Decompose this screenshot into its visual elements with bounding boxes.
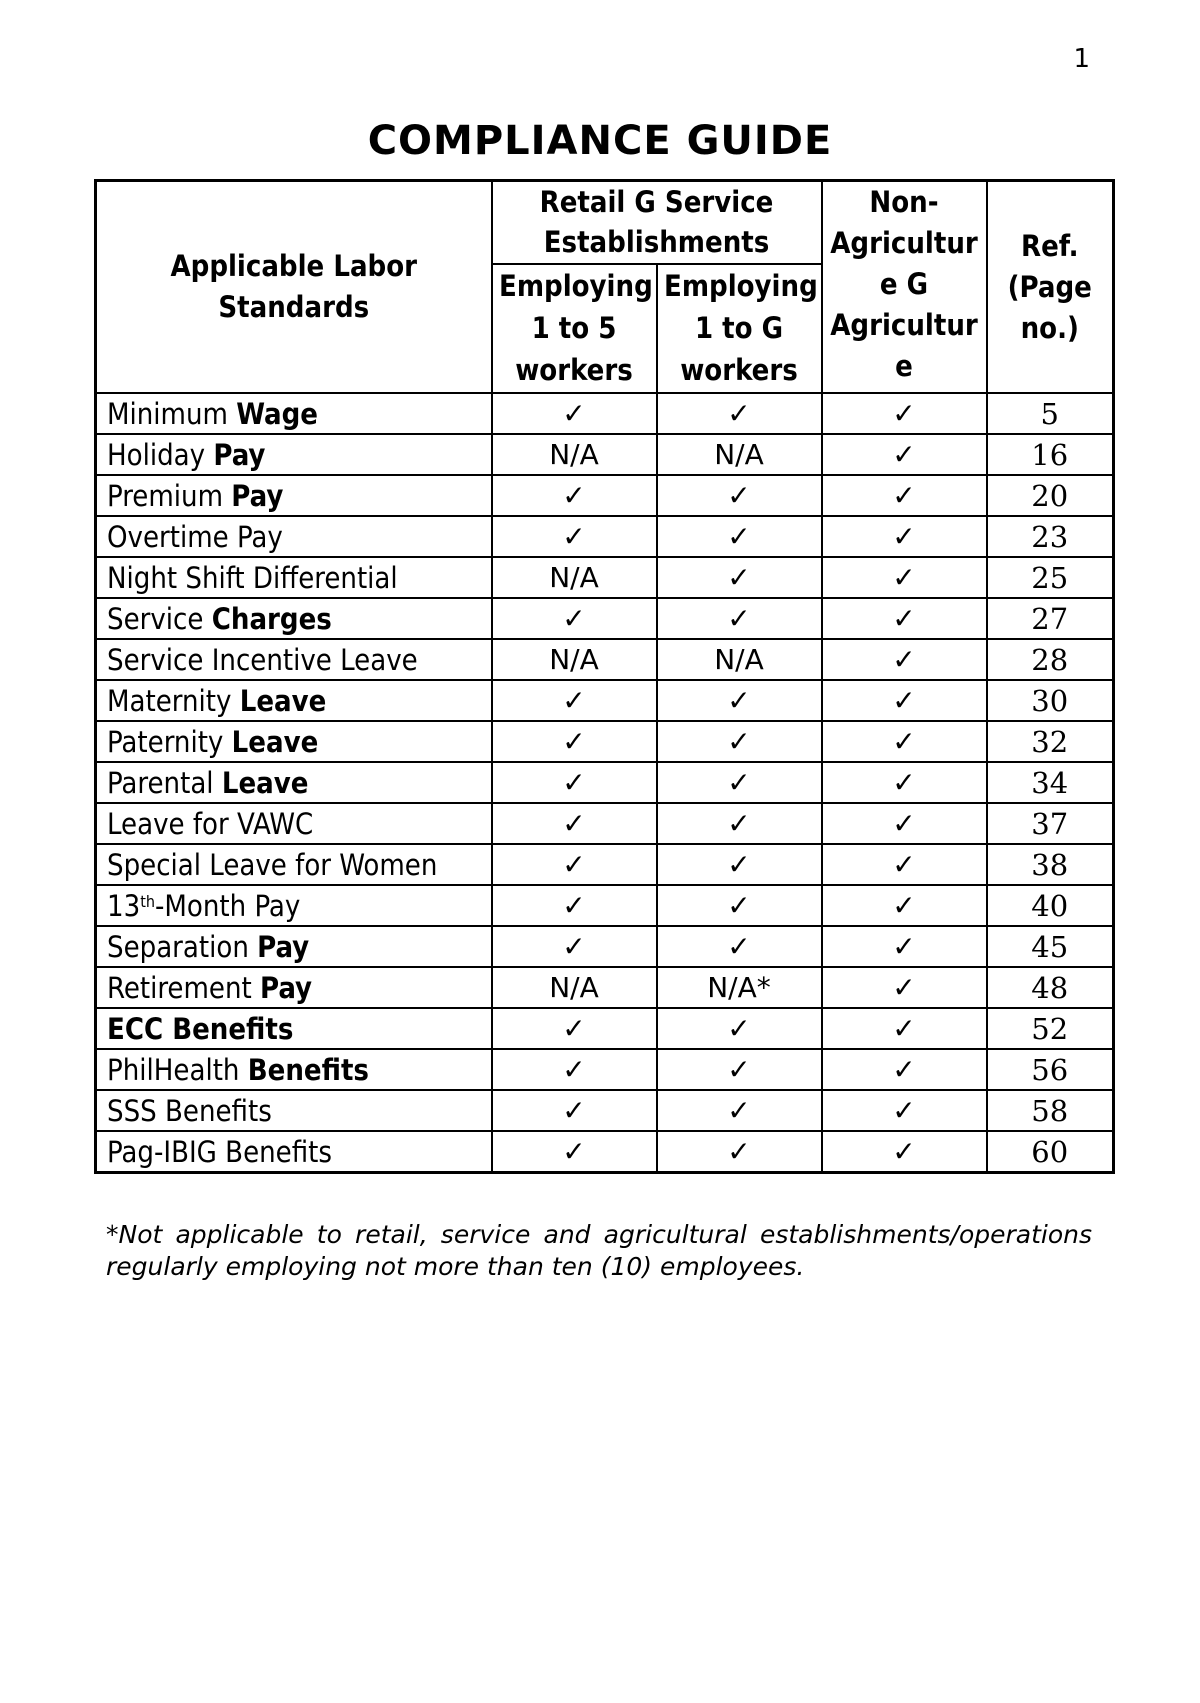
page-reference: 34 bbox=[987, 762, 1114, 803]
table-row bbox=[96, 926, 1114, 967]
standard-label bbox=[96, 721, 492, 762]
page-reference: 30 bbox=[987, 680, 1114, 721]
check-icon: ✓ bbox=[657, 1049, 822, 1090]
page-reference: 58 bbox=[987, 1090, 1114, 1131]
table-row bbox=[96, 1049, 1114, 1090]
standard-label-text: Maternity bbox=[107, 683, 240, 718]
check-icon: ✓ bbox=[822, 926, 987, 967]
standard-label bbox=[96, 926, 492, 967]
header-ref: Ref. (Page no.) bbox=[987, 181, 1114, 394]
check-icon: ✓ bbox=[657, 557, 822, 598]
not-applicable-mark: N/A bbox=[492, 967, 657, 1008]
not-applicable-mark: N/A* bbox=[657, 967, 822, 1008]
standard-label-text: Retirement bbox=[107, 970, 261, 1005]
table-row bbox=[96, 844, 1114, 885]
page-reference: 52 bbox=[987, 1008, 1114, 1049]
check-icon: ✓ bbox=[492, 1131, 657, 1173]
standard-label bbox=[96, 1008, 492, 1049]
table-row bbox=[96, 557, 1114, 598]
check-icon: ✓ bbox=[657, 475, 822, 516]
check-icon: ✓ bbox=[822, 516, 987, 557]
table-row bbox=[96, 639, 1114, 680]
table-row bbox=[96, 393, 1114, 434]
check-icon: ✓ bbox=[492, 762, 657, 803]
check-icon: ✓ bbox=[822, 1049, 987, 1090]
standard-label-text: Overtime Pay bbox=[107, 519, 283, 554]
standard-label bbox=[96, 1131, 492, 1173]
standard-label-text: Night Shift Differential bbox=[107, 560, 398, 595]
check-icon: ✓ bbox=[492, 516, 657, 557]
standard-label-bold: Leave bbox=[239, 683, 327, 718]
check-icon: ✓ bbox=[822, 1090, 987, 1131]
check-icon: ✓ bbox=[657, 926, 822, 967]
check-icon: ✓ bbox=[822, 803, 987, 844]
standard-label bbox=[96, 680, 492, 721]
standard-label-bold: Leave bbox=[221, 765, 309, 800]
footnote: *Not applicable to retail, service and agricultural establishments/operations regularly employing not more than ten (10) employees. bbox=[106, 1220, 1092, 1281]
check-icon: ✓ bbox=[492, 926, 657, 967]
check-icon: ✓ bbox=[822, 885, 987, 926]
standard-label bbox=[96, 967, 492, 1008]
check-icon: ✓ bbox=[822, 639, 987, 680]
check-icon: ✓ bbox=[657, 1090, 822, 1131]
table-row bbox=[96, 803, 1114, 844]
check-icon: ✓ bbox=[822, 393, 987, 434]
check-icon: ✓ bbox=[822, 598, 987, 639]
header-retail-group: Retail G Service Establishments bbox=[492, 181, 822, 265]
not-applicable-mark: N/A bbox=[492, 557, 657, 598]
check-icon: ✓ bbox=[657, 721, 822, 762]
page-reference: 37 bbox=[987, 803, 1114, 844]
check-icon: ✓ bbox=[657, 1008, 822, 1049]
check-icon: ✓ bbox=[822, 475, 987, 516]
standard-label-text: PhilHealth bbox=[107, 1052, 248, 1087]
standard-label bbox=[96, 885, 492, 926]
table-row bbox=[96, 680, 1114, 721]
standard-label bbox=[96, 762, 492, 803]
check-icon: ✓ bbox=[492, 393, 657, 434]
page-number: 1 bbox=[1073, 44, 1090, 74]
check-icon: ✓ bbox=[822, 762, 987, 803]
check-icon: ✓ bbox=[492, 885, 657, 926]
standard-label-text: Minimum bbox=[107, 396, 237, 431]
table-row bbox=[96, 721, 1114, 762]
page-reference: 23 bbox=[987, 516, 1114, 557]
compliance-table bbox=[94, 179, 1115, 1174]
table-row bbox=[96, 434, 1114, 475]
check-icon: ✓ bbox=[492, 1049, 657, 1090]
standard-label-text: Paternity bbox=[107, 724, 232, 759]
standard-label bbox=[96, 434, 492, 475]
check-icon: ✓ bbox=[822, 967, 987, 1008]
header-employing-1-to-5: Employing 1 to 5 workers bbox=[492, 264, 657, 393]
check-icon: ✓ bbox=[822, 680, 987, 721]
header-non-agriculture: Non-Agriculture G Agriculture bbox=[822, 181, 987, 394]
check-icon: ✓ bbox=[657, 844, 822, 885]
standard-label bbox=[96, 598, 492, 639]
standard-label-text: Service Incentive Leave bbox=[107, 642, 418, 677]
page-reference: 5 bbox=[987, 393, 1114, 434]
check-icon: ✓ bbox=[822, 844, 987, 885]
standard-label bbox=[96, 475, 492, 516]
page-reference: 28 bbox=[987, 639, 1114, 680]
table-row bbox=[96, 516, 1114, 557]
check-icon: ✓ bbox=[822, 1008, 987, 1049]
page-reference: 45 bbox=[987, 926, 1114, 967]
standard-label-text: Pag-IBIG Benefits bbox=[107, 1134, 332, 1169]
standard-label-text: SSS Benefits bbox=[107, 1093, 272, 1128]
check-icon: ✓ bbox=[657, 803, 822, 844]
check-icon: ✓ bbox=[822, 557, 987, 598]
standard-label-bold: Pay bbox=[257, 929, 310, 964]
not-applicable-mark: N/A bbox=[492, 434, 657, 475]
standard-label-text: Premium bbox=[107, 478, 232, 513]
standard-label-bold: Leave bbox=[231, 724, 319, 759]
standard-label bbox=[96, 393, 492, 434]
standard-label-text: Separation bbox=[107, 929, 258, 964]
page-reference: 60 bbox=[987, 1131, 1114, 1173]
standard-label-bold: Pay bbox=[260, 970, 313, 1005]
standard-label-text: 13 bbox=[107, 888, 141, 923]
page-reference: 20 bbox=[987, 475, 1114, 516]
table-row bbox=[96, 967, 1114, 1008]
check-icon: ✓ bbox=[492, 844, 657, 885]
page-reference: 40 bbox=[987, 885, 1114, 926]
standard-label-text: Parental bbox=[107, 765, 222, 800]
standard-label-rest: -Month Pay bbox=[154, 888, 301, 923]
standard-label-text: Leave for VAWC bbox=[107, 806, 314, 841]
check-icon: ✓ bbox=[492, 598, 657, 639]
check-icon: ✓ bbox=[657, 885, 822, 926]
table-row bbox=[96, 885, 1114, 926]
standard-label bbox=[96, 557, 492, 598]
page-title: COMPLIANCE GUIDE bbox=[367, 118, 833, 164]
check-icon: ✓ bbox=[657, 393, 822, 434]
page-reference: 32 bbox=[987, 721, 1114, 762]
table-row bbox=[96, 1131, 1114, 1173]
check-icon: ✓ bbox=[492, 1008, 657, 1049]
page-reference: 27 bbox=[987, 598, 1114, 639]
standard-label-bold: Charges bbox=[211, 601, 332, 636]
page-reference: 38 bbox=[987, 844, 1114, 885]
check-icon: ✓ bbox=[657, 680, 822, 721]
check-icon: ✓ bbox=[822, 434, 987, 475]
header-standards: Applicable Labor Standards bbox=[96, 181, 492, 394]
page-reference: 48 bbox=[987, 967, 1114, 1008]
not-applicable-mark: N/A bbox=[657, 639, 822, 680]
table-row bbox=[96, 1008, 1114, 1049]
not-applicable-mark: N/A bbox=[492, 639, 657, 680]
page-reference: 25 bbox=[987, 557, 1114, 598]
table-row bbox=[96, 762, 1114, 803]
check-icon: ✓ bbox=[657, 598, 822, 639]
standard-label-text: Special Leave for Women bbox=[107, 847, 438, 882]
not-applicable-mark: N/A bbox=[657, 434, 822, 475]
standard-label-text: Holiday bbox=[107, 437, 214, 472]
standard-label-bold: Pay bbox=[213, 437, 266, 472]
standard-label-bold: ECC Benefits bbox=[107, 1011, 294, 1046]
page-reference: 16 bbox=[987, 434, 1114, 475]
standard-label bbox=[96, 639, 492, 680]
check-icon: ✓ bbox=[492, 721, 657, 762]
table-body bbox=[96, 393, 1114, 1173]
table-row bbox=[96, 598, 1114, 639]
check-icon: ✓ bbox=[822, 1131, 987, 1173]
check-icon: ✓ bbox=[492, 1090, 657, 1131]
page-reference: 56 bbox=[987, 1049, 1114, 1090]
check-icon: ✓ bbox=[657, 762, 822, 803]
check-icon: ✓ bbox=[657, 516, 822, 557]
table-row bbox=[96, 1090, 1114, 1131]
standard-label-text: Service bbox=[107, 601, 212, 636]
standard-label bbox=[96, 844, 492, 885]
check-icon: ✓ bbox=[657, 1131, 822, 1173]
standard-label-bold: Wage bbox=[236, 396, 318, 431]
standard-label-bold: Benefits bbox=[247, 1052, 369, 1087]
check-icon: ✓ bbox=[822, 721, 987, 762]
ordinal-suffix: th bbox=[140, 891, 155, 911]
check-icon: ✓ bbox=[492, 680, 657, 721]
check-icon: ✓ bbox=[492, 803, 657, 844]
standard-label bbox=[96, 803, 492, 844]
standard-label bbox=[96, 1049, 492, 1090]
table-row bbox=[96, 475, 1114, 516]
check-icon: ✓ bbox=[492, 475, 657, 516]
standard-label bbox=[96, 1090, 492, 1131]
standard-label bbox=[96, 516, 492, 557]
standard-label-bold: Pay bbox=[231, 478, 284, 513]
header-employing-1-to-g: Employing 1 to G workers bbox=[657, 264, 822, 393]
